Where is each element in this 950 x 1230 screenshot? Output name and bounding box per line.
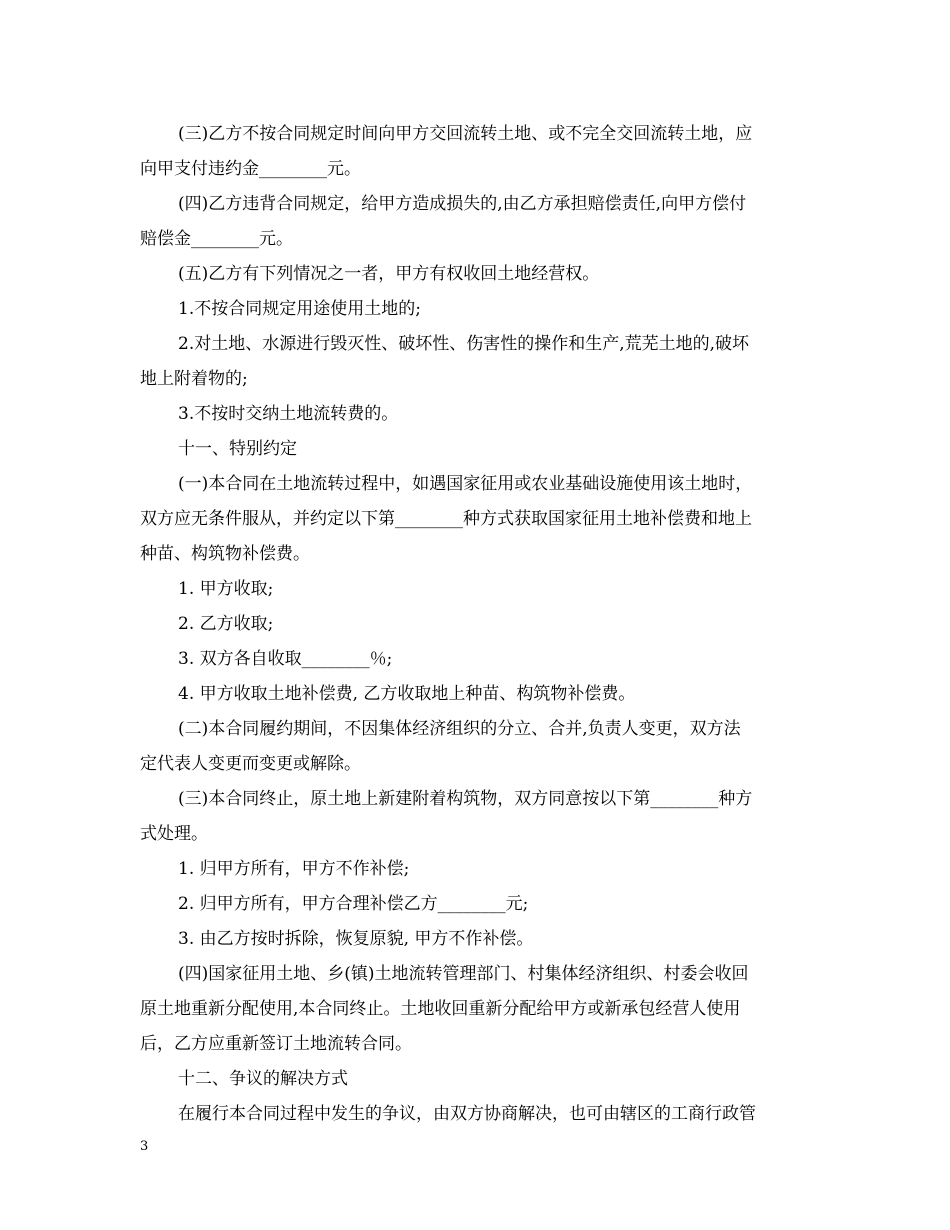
text-line: 十二、争议的解决方式 <box>178 1069 348 1089</box>
text-line: 2.对土地、水源进行毁灭性、破坏性、伤害性的操作和生产,荒芜土地的,破坏 <box>178 334 750 354</box>
text-line: 3. 由乙方按时拆除，恢复原貌, 甲方不作补偿。 <box>178 929 534 949</box>
text-line: 原土地重新分配使用,本合同终止。土地收回重新分配给甲方或新承包经营人使用 <box>140 999 741 1019</box>
text-line: 1. 甲方收取; <box>178 579 274 599</box>
text-line: (一)本合同在土地流转过程中，如遇国家征用或农业基础设施使用该土地时， <box>178 474 753 494</box>
text-line: 4. 甲方收取土地补偿费, 乙方收取地上种苗、构筑物补偿费。 <box>178 684 636 704</box>
text-line: 1. 归甲方所有，甲方不作补偿; <box>178 859 410 879</box>
text-line: (二)本合同履约期间，不因集体经济组织的分立、合并,负责人变更，双方法 <box>178 719 741 739</box>
text-line: (三)本合同终止，原土地上新建附着构筑物，双方同意按以下第________种方 <box>178 789 753 809</box>
text-line: 种苗、构筑物补偿费。 <box>140 544 310 564</box>
text-line: 向甲支付违约金________元。 <box>140 159 361 179</box>
text-line: (四)乙方违背合同规定，给甲方造成损失的,由乙方承担赔偿责任,向甲方偿付 <box>178 194 747 214</box>
text-line: 后，乙方应重新签订土地流转合同。 <box>140 1034 412 1054</box>
text-line: 在履行本合同过程中发生的争议，由双方协商解决，也可由辖区的工商行政管 <box>178 1104 756 1124</box>
text-line: 地上附着物的; <box>140 369 248 389</box>
text-line: (四)国家征用土地、乡(镇)土地流转管理部门、村集体经济组织、村委会收回 <box>178 964 749 984</box>
text-line: (五)乙方有下列情况之一者，甲方有权收回土地经营权。 <box>178 264 600 284</box>
page-number: 3 <box>140 1139 149 1154</box>
text-line: 1.不按合同规定用途使用土地的; <box>178 299 421 319</box>
text-line: (三)乙方不按合同规定时间向甲方交回流转土地、或不完全交回流转土地，应 <box>178 124 753 144</box>
text-line: 十一、特别约定 <box>178 439 297 459</box>
text-line: 双方应无条件服从，并约定以下第________种方式获取国家征用土地补偿费和地上 <box>140 509 752 529</box>
text-line: 2. 乙方收取; <box>178 614 274 634</box>
text-line: 3. 双方各自收取________％; <box>178 649 393 669</box>
text-line: 式处理。 <box>140 824 208 844</box>
text-line: 3.不按时交纳土地流转费的。 <box>178 404 399 424</box>
text-line: 2. 归甲方所有，甲方合理补偿乙方________元; <box>178 894 529 914</box>
text-line: 赔偿金________元。 <box>140 229 293 249</box>
text-line: 定代表人变更而变更或解除。 <box>140 754 361 774</box>
